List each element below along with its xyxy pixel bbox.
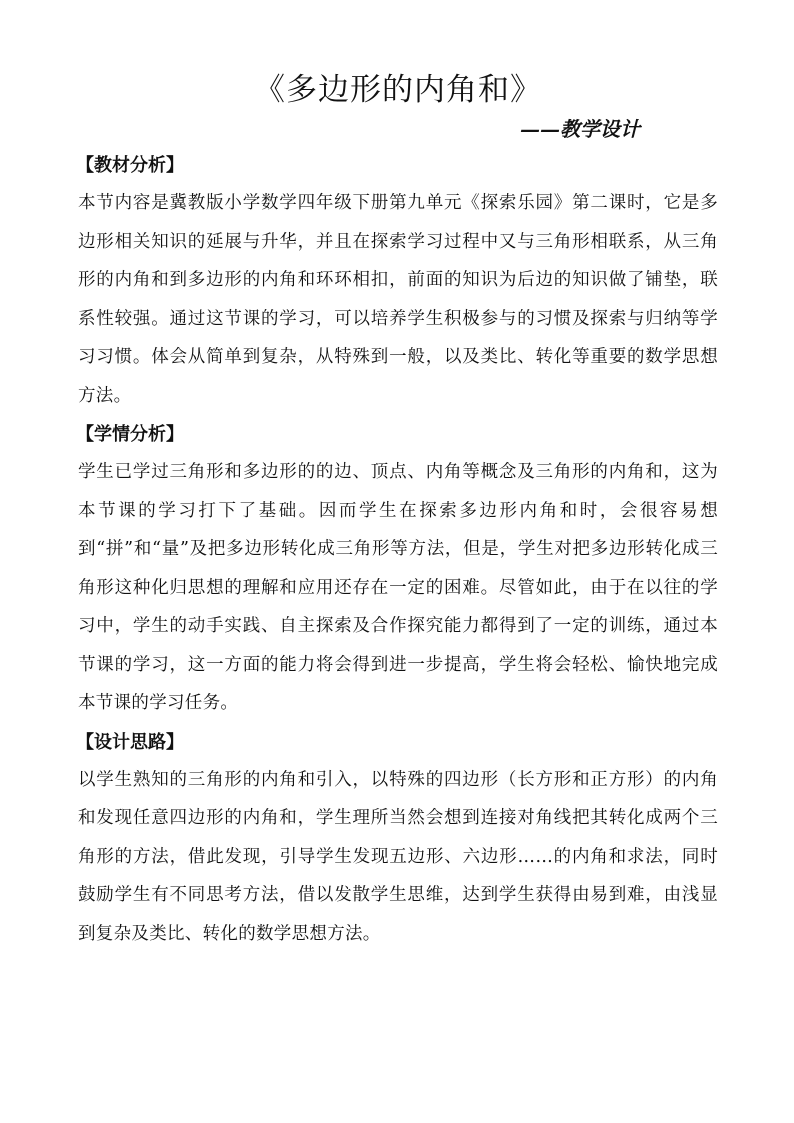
document-page [78, 70, 718, 953]
document-subtitle: ——教学设计 [520, 117, 640, 141]
section-body-textbook-analysis: 本节内容是冀教版小学数学四年级下册第九单元《探索乐园》第二课时，它是多边形相关知识的延展与升华，并且在探索学习过程中又与三角形相联系，从三角形的内角和到多边形的内角和环环相扣，前面的知识为后边的知识做了铺垫，联系性较强。通过这节课的学习，可以培养学生积极参与的习惯及探索与归纳等学习习惯。体会从简单到复杂，从特殊到一般，以及类比、转化等重要的数学思想方法。 [78, 193, 718, 406]
section-heading-design-ideas: 【设计思路】 [76, 731, 184, 753]
section-body-student-analysis: 学生已学过三角形和多边形的的边、顶点、内角等概念及三角形的内角和，这为本节课的学习打下了基础。因而学生在探索多边形内角和时，会很容易想到“拼”和“量”及把多边形转化成三角形等方法，但是，学生对把多边形转化成三角形这种化归思想的理解和应用还存在一定的困难。尽管如此，由于在以往的学习中，学生的动手实践、自主探索及合作探究能力都得到了一定的训练，通过本节课的学习，这一方面的能力将会得到进一步提高，学生将会轻松、愉快地完成本节课的学习任务。 [78, 462, 718, 713]
section-heading-textbook-analysis: 【教材分析】 [76, 155, 184, 176]
section-heading-student-analysis: 【学情分析】 [76, 424, 184, 445]
document-title: 《多边形的内角和》 [254, 72, 542, 108]
section-body-design-ideas: 以学生熟知的三角形的内角和引入，以特殊的四边形（长方形和正方形）的内角和发现任意四边形的内角和，学生理所当然会想到连接对角线把其转化成两个三角形的方法，借此发现，引导学生发现五边形、六边形……的内角和求法，同时鼓励学生有不同思考方法，借以发散学生思维，达到学生获得由易到难，由浅显到复杂及类比、转化的数学思想方法。 [78, 769, 718, 944]
